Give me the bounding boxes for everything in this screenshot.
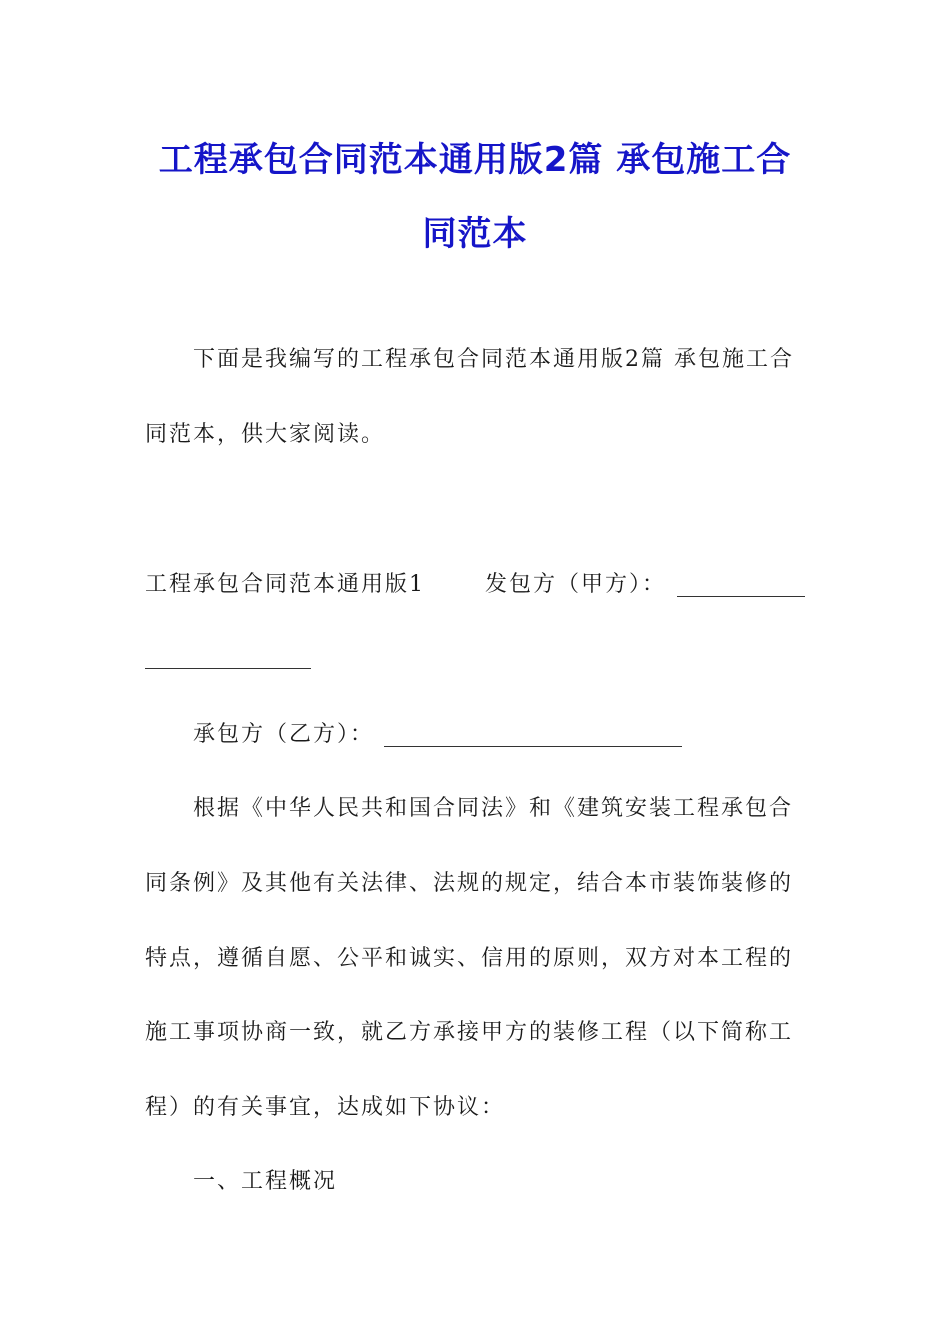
party-b-line (193, 720, 374, 750)
intro-paragraph-line-2: 同范本，供大家阅读。 (145, 422, 386, 447)
party-b-label: 承包方（乙方）： (193, 722, 375, 747)
document-title-line-1: 工程承包合同范本通用版2篇 承包施工合 (158, 140, 792, 180)
party-b-blank (384, 724, 682, 747)
clause-1-heading: 一、工程概况 (193, 1169, 338, 1194)
party-a-label: 发包方（甲方）： (485, 572, 667, 597)
body-paragraph-line-3: 特点，遵循自愿、公平和诚实、信用的原则，双方对本工程的 (145, 946, 794, 971)
body-paragraph-line-5: 程）的有关事宜，达成如下协议： (145, 1095, 506, 1120)
body-paragraph-line-2: 同条例》及其他有关法律、法规的规定，结合本市装饰装修的 (145, 871, 794, 896)
body-paragraph-line-1: 根据《中华人民共和国合同法》和《建筑安装工程承包合 (193, 796, 794, 821)
section-heading-line (145, 570, 666, 600)
document-title-line-2: 同范本 (422, 214, 528, 254)
party-a-blank-1 (677, 574, 805, 597)
body-paragraph-line-4: 施工事项协商一致，就乙方承接甲方的装修工程（以下简称工 (145, 1020, 794, 1045)
intro-paragraph-line-1: 下面是我编写的工程承包合同范本通用版2篇 承包施工合 (193, 347, 794, 372)
party-a-blank-2 (145, 646, 311, 669)
section-heading: 工程承包合同范本通用版1 (145, 572, 425, 597)
